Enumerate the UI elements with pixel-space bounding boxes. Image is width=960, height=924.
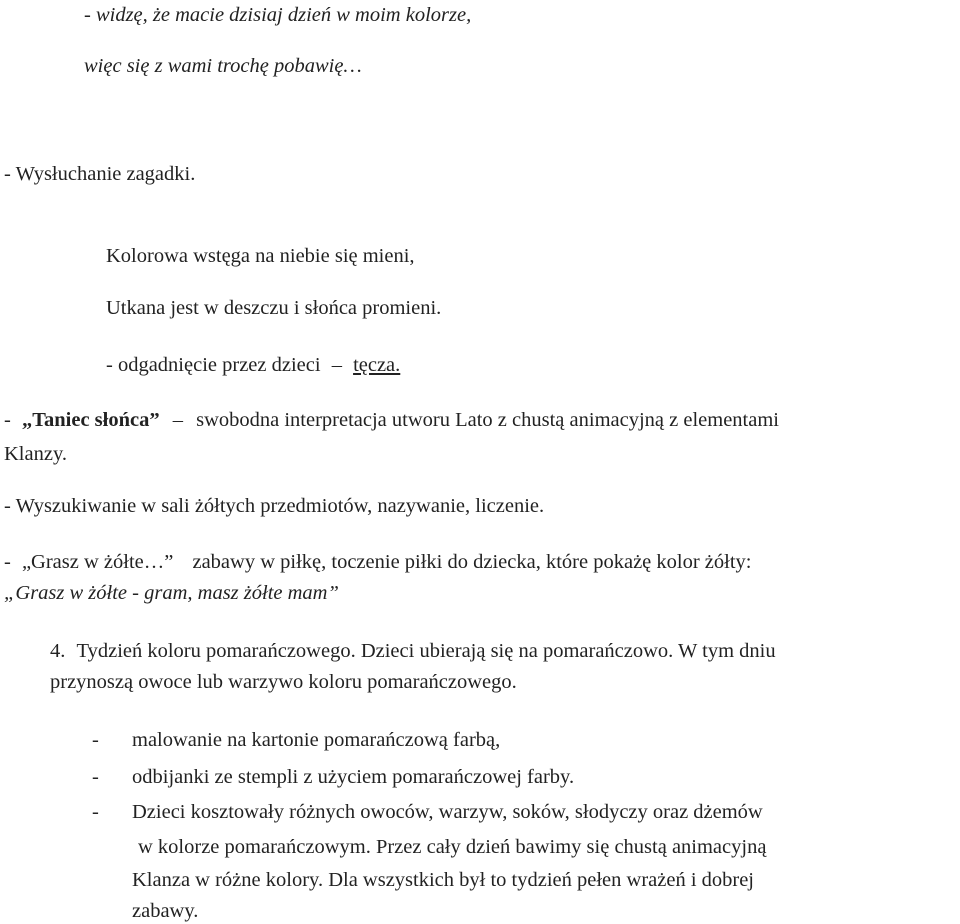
bullet-text: malowanie na kartonie pomarańczową farbą, <box>132 729 501 751</box>
bullet-marker: - <box>92 766 99 788</box>
bullet-3-cont-line-1: w kolorze pomarańczowym. Przez cały dzień bawimy się chustą animacyjną <box>138 836 767 858</box>
search-item: - Wyszukiwanie w sali żółtych przedmiotów, nazywanie, liczenie. <box>4 495 545 517</box>
bullet-text: Dzieci kosztowały różnych owoców, warzyw, soków, słodyczy oraz dżemów <box>132 801 763 823</box>
poem-line-1: - widzę, że macie dzisiaj dzień w moim kolorze, <box>84 4 472 26</box>
game-title: „Grasz w żółte…” <box>21 551 174 573</box>
riddle-line-1: Kolorowa wstęga na niebie się mieni, <box>106 245 415 267</box>
dance-item <box>4 410 779 431</box>
bullet-marker: - <box>92 801 99 823</box>
game-rhyme: „Grasz w żółte - gram, masz żółte mam” <box>4 582 339 604</box>
poem-line-2: więc się z wami trochę pobawię… <box>84 55 362 77</box>
bullet-marker: - <box>92 729 99 751</box>
dance-dash: - <box>4 409 11 431</box>
game-item <box>4 552 751 573</box>
game-text: zabawy w piłkę, toczenie piłki do dziecka, które pokażę kolor żółty: <box>192 551 752 573</box>
bullet-3-cont-line-3: zabawy. <box>132 900 199 922</box>
bullet-text: odbijanki ze stempli z użyciem pomarańczowej farby. <box>132 766 575 788</box>
dance-text-cont: Klanzy. <box>4 443 67 465</box>
game-dash: - <box>4 551 11 573</box>
riddle-answer-dash: – <box>331 354 342 376</box>
section-4-title: Tydzień koloru pomarańczowego. Dzieci ubierają się na pomarańczowo. W tym dniu <box>76 640 776 662</box>
section-4-number: 4. <box>50 640 66 662</box>
riddle-answer-word: tęcza. <box>353 354 401 376</box>
riddle-answer-prefix: - odgadnięcie przez dzieci <box>106 354 321 376</box>
dance-title: „Taniec słońca” <box>21 409 160 431</box>
riddle-heading: - Wysłuchanie zagadki. <box>4 163 196 185</box>
section-4-line-1 <box>50 641 776 662</box>
riddle-line-2: Utkana jest w deszczu i słońca promieni. <box>106 297 442 319</box>
section-4-line-2: przynoszą owoce lub warzywo koloru pomarańczowego. <box>50 671 517 693</box>
dance-text: swobodna interpretacja utworu Lato z chustą animacyjną z elementami <box>196 409 779 431</box>
riddle-answer <box>106 355 400 376</box>
dance-dash-2: – <box>172 409 183 431</box>
bullet-3-cont-line-2: Klanza w różne kolory. Dla wszystkich był to tydzień pełen wrażeń i dobrej <box>132 869 755 891</box>
